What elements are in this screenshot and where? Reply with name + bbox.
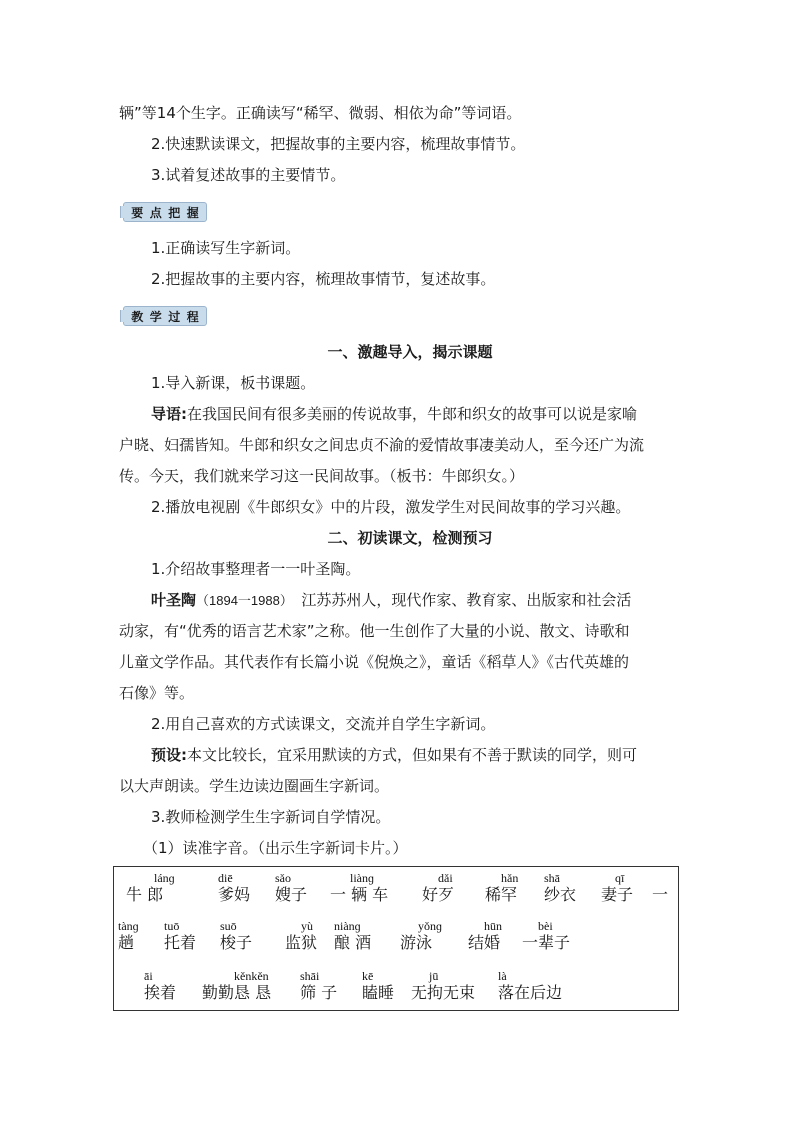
word-card: bèi 一辈子 <box>522 919 571 952</box>
text-line-5: 2.把握故事的主要内容，梳理故事情节，复述故事。 <box>151 270 496 288</box>
text-line-7: 2.播放电视剧《牛郎织女》中的片段，激发学生对民间故事的学习兴趣。 <box>151 498 631 516</box>
word-card: lánɡ 牛 郎 <box>126 871 175 904</box>
word-card: 一 <box>652 885 669 904</box>
word-card: sǎo 嫂子 <box>275 871 308 904</box>
word-card: suō 梭子 <box>220 919 253 952</box>
text-line-6: 1.导入新课，板书课题。 <box>151 374 316 392</box>
text-line-10: 3.教师检测学生生字新词自学情况。 <box>151 808 391 826</box>
preset-paragraph-line-1: 预设:本文比较长，宜采用默读的方式，但如果有不善于默读的同学，则可 <box>151 746 638 764</box>
text-line-9: 2.用自己喜欢的方式读课文，交流并自学生字新词。 <box>151 715 496 733</box>
intro-paragraph-line-3: 传。今天，我们就来学习这一民间故事。（板书：牛郎织女。） <box>119 467 525 485</box>
preset-paragraph-line-2: 以大声朗读。学生边读边圈画生字新词。 <box>119 777 390 795</box>
author-paragraph-line-3: 儿童文学作品。其代表作有长篇小说《倪焕之》，童话《稻草人》《古代英雄的 <box>119 653 630 671</box>
heading-2: 二、初读课文，检测预习 <box>327 529 493 547</box>
intro-paragraph-line-2: 户晓、妇孺皆知。牛郎和织女之间忠贞不渝的爱情故事凄美动人，至今还广为流 <box>119 436 645 454</box>
word-card: dǎi 好歹 <box>422 871 455 904</box>
word-card: niànɡ 酿 酒 <box>334 919 372 952</box>
word-card: jū 无拘无束 <box>411 969 476 1002</box>
word-card: yù 监狱 <box>285 919 318 952</box>
word-card: liànɡ 一 辆 车 <box>330 871 389 904</box>
text-line-4: 1.正确读写生字新词。 <box>151 239 301 257</box>
word-card: shāi 筛 子 <box>300 969 338 1002</box>
word-card: shā 纱衣 <box>544 871 577 904</box>
word-card: tànɡ 趟 <box>118 919 139 952</box>
word-card: yǒnɡ 游泳 <box>400 919 442 952</box>
heading-1: 一、激趣导入，揭示课题 <box>327 343 493 361</box>
word-card: tuō 托着 <box>164 919 197 952</box>
word-card: kē 瞌睡 <box>362 969 395 1002</box>
word-card: là 落在后边 <box>498 969 563 1002</box>
text-line-8: 1.介绍故事整理者一一叶圣陶。 <box>151 560 361 578</box>
section-tag-key-points: 要 点 把 握 <box>123 202 207 222</box>
text-line-11: （1）读准字音。（出示生字新词卡片。） <box>143 839 408 857</box>
intro-paragraph-line-1: 导语:在我国民间有很多美丽的传说故事，牛郎和织女的故事可以说是家喻 <box>151 405 638 423</box>
word-card: kěnkěn 勤勤恳 恳 <box>202 969 272 1002</box>
author-paragraph-line-2: 动家，有“优秀的语言艺术家”之称。他一生创作了大量的小说、散文、诗歌和 <box>119 622 630 640</box>
author-paragraph-line-1: 叶圣陶（1894一1988） 江苏苏州人，现代作家、教育家、出版家和社会活 <box>151 591 632 609</box>
text-line-2: 2.快速默读课文，把握故事的主要内容，梳理故事情节。 <box>151 135 526 153</box>
word-card: hūn 结婚 <box>468 919 502 952</box>
text-line-3: 3.试着复述故事的主要情节。 <box>151 166 346 184</box>
section-tag-teaching-process: 教 学 过 程 <box>123 306 207 326</box>
word-card: āi 挨着 <box>144 969 177 1002</box>
word-card: diē 爹妈 <box>218 871 251 904</box>
word-card: hǎn 稀罕 <box>485 871 519 904</box>
pinyin-card-box <box>113 866 679 1011</box>
word-card: qī 妻子 <box>601 871 634 904</box>
text-line-1: 辆”等14个生字。正确读写“稀罕、微弱、相依为命”等词语。 <box>119 104 522 122</box>
author-paragraph-line-4: 石像》等。 <box>119 684 195 702</box>
